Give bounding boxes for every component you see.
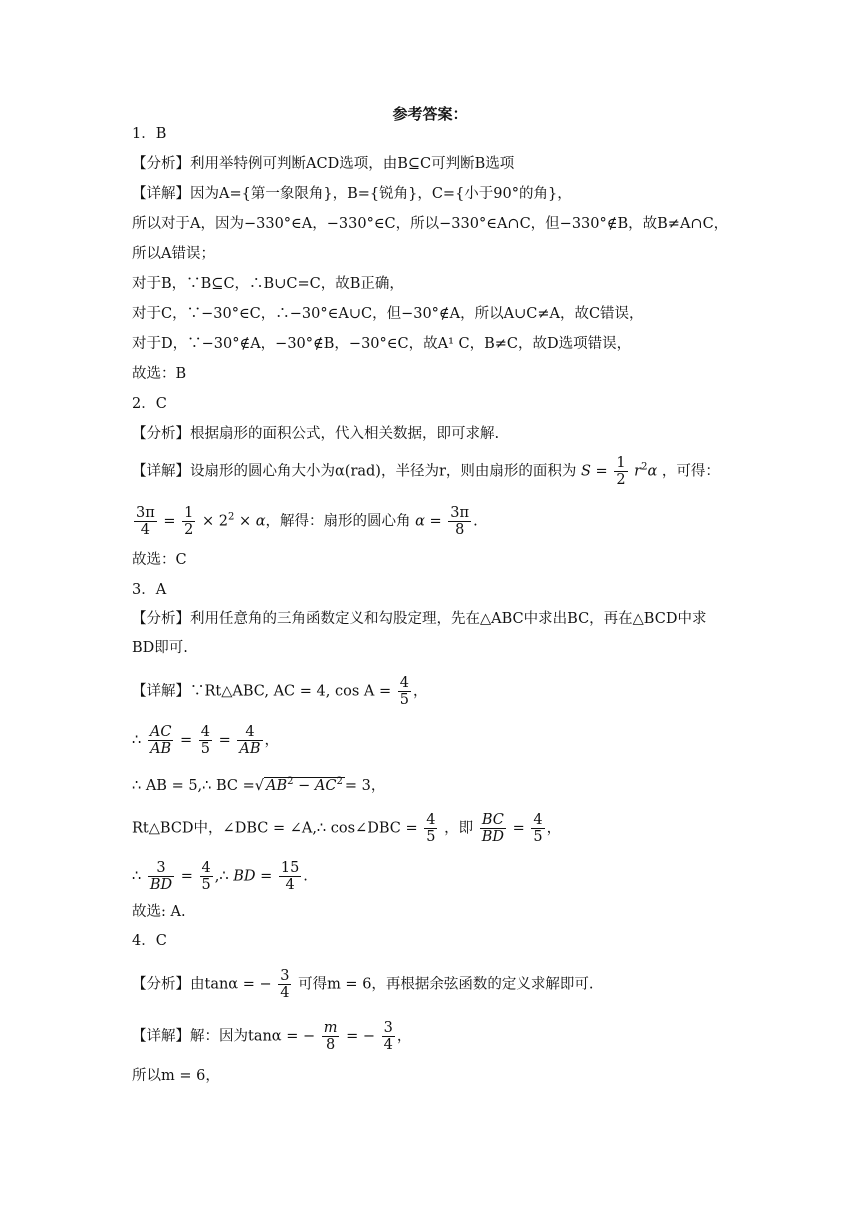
fraction-4-5: $\frac{4}{5}$ xyxy=(399,675,409,708)
detail-1-line-3: 所以A错误； xyxy=(132,246,215,262)
detail-1-line-1: 【详解】因为A={第一象限角}，B={锐角}，C={小于90°的角}， xyxy=(132,186,572,202)
detail-1-line-5: 对于C，∵−30°∈C，∴−30°∈A∪C，但−30°∉A，所以A∪C≠A，故C错误， xyxy=(132,306,644,322)
detail-2-line-1: 【详解】设扇形的圆心角大小为α(rad)，半径为r，则由扇形的面积为 S = $\frac{1}{2}$ $r^2\alpha$ ，可得： xyxy=(132,455,720,488)
fraction-15-4: $\frac{15}{4}$ xyxy=(280,860,300,893)
fraction-4-5e: $\frac{4}{5}$ xyxy=(201,860,211,893)
fraction-half-2: $\frac{1}{2}$ xyxy=(184,505,194,538)
analysis-3-line-2: BD即可. xyxy=(132,640,188,656)
choice-1: 故选：B xyxy=(132,366,187,382)
detail-3-line-5: ∴ $\frac{3}{BD}$ = $\frac{4}{5}$ ,∴ BD = $\frac{15}{4}$ . xyxy=(132,860,308,893)
detail-4-line-2: 所以m = 6， xyxy=(132,1068,220,1084)
fraction-m-8: $\frac{m}{8}$ xyxy=(323,1020,338,1053)
detail-1-line-6: 对于D，∵−30°∉A，−30°∉B，−30°∈C，故A¹ C，B≠C，故D选项错误， xyxy=(132,336,632,352)
fraction-3pi-8: $\frac{3\pi}{8}$ xyxy=(450,505,470,538)
fraction-4-5d: $\frac{4}{5}$ xyxy=(533,812,543,845)
detail-2-text-b: ，可得： xyxy=(661,463,720,480)
answer-2: 2．C xyxy=(132,396,167,412)
fraction-4-5b: $\frac{4}{5}$ xyxy=(200,724,211,757)
detail-3-line-2: ∴ $\frac{AC}{AB}$ = $\frac{4}{5}$ = $\frac{4}{AB}$ ， xyxy=(132,724,280,757)
analysis-1: 【分析】利用举特例可判断ACD选项，由B⊆C可判断B选项 xyxy=(132,156,515,172)
answer-4: 4．C xyxy=(132,933,167,949)
fraction-half: $\frac{1}{2}$ xyxy=(616,455,626,488)
analysis-4: 【分析】由tanα = − $\frac{3}{4}$ 可得m = 6，再根据余弦函数的定义求解即可. xyxy=(132,968,594,1001)
fraction-4-ab: $\frac{4}{AB}$ xyxy=(239,724,261,757)
detail-3-line-3: ∴ AB = 5,∴ BC =√ $AB^2 - AC^2 = 3$， xyxy=(132,776,386,794)
fraction-3-bd: $\frac{3}{BD}$ xyxy=(149,860,173,893)
detail-1-line-4: 对于B，∵B⊆C，∴B∪C=C，故B正确， xyxy=(132,276,404,292)
fraction-3pi-4: $\frac{3\pi}{4}$ xyxy=(136,505,155,538)
fraction-3-4b: $\frac{3}{4}$ xyxy=(383,1020,393,1053)
fraction-bc-bd: $\frac{BC}{BD}$ xyxy=(481,812,504,845)
answer-1: 1．B xyxy=(132,126,167,142)
choice-2: 故选：C xyxy=(132,552,187,568)
fraction-3-4: $\frac{3}{4}$ xyxy=(280,968,290,1001)
fraction-4-5c: $\frac{4}{5}$ xyxy=(426,812,436,845)
detail-3-line-1: 【详解】∵Rt△ABC, AC = 4, cos A = $\frac{4}{5}$ ， xyxy=(132,675,428,708)
fraction-ac-ab: $\frac{AC}{AB}$ xyxy=(149,724,172,757)
answer-3: 3．A xyxy=(132,582,167,598)
analysis-3-line-1: 【分析】利用任意角的三角函数定义和勾股定理，先在△ABC中求出BC，再在△BCD中求 xyxy=(132,611,707,627)
detail-2-text-a: 【详解】设扇形的圆心角大小为α(rad)，半径为r，则由扇形的面积为 xyxy=(132,463,577,480)
page-title: 参考答案： xyxy=(392,105,468,123)
detail-3-line-4: Rt△BCD中，∠DBC = ∠A,∴ cos∠DBC = $\frac{4}{5}$ ，即 $\frac{BC}{BD}$ = $\frac{4}{5}$ ， xyxy=(132,812,562,845)
detail-1-line-2: 所以对于A，因为−330°∈A，−330°∈C，所以−330°∈A∩C，但−330°∉B，故B≠A∩C， xyxy=(132,216,729,232)
detail-4-line-1: 【详解】解：因为tanα = − $\frac{m}{8}$ = − $\frac{3}{4}$ ， xyxy=(132,1020,412,1053)
choice-3: 故选: A. xyxy=(132,904,186,920)
analysis-2: 【分析】根据扇形的面积公式，代入相关数据，即可求解. xyxy=(132,426,500,442)
detail-2-line-2: $\frac{3\pi}{4}$ = $\frac{1}{2}$ × $2^2 \times \alpha$，解得：扇形的圆心角 α = $\frac{3\pi}{8}$ . xyxy=(136,505,478,538)
